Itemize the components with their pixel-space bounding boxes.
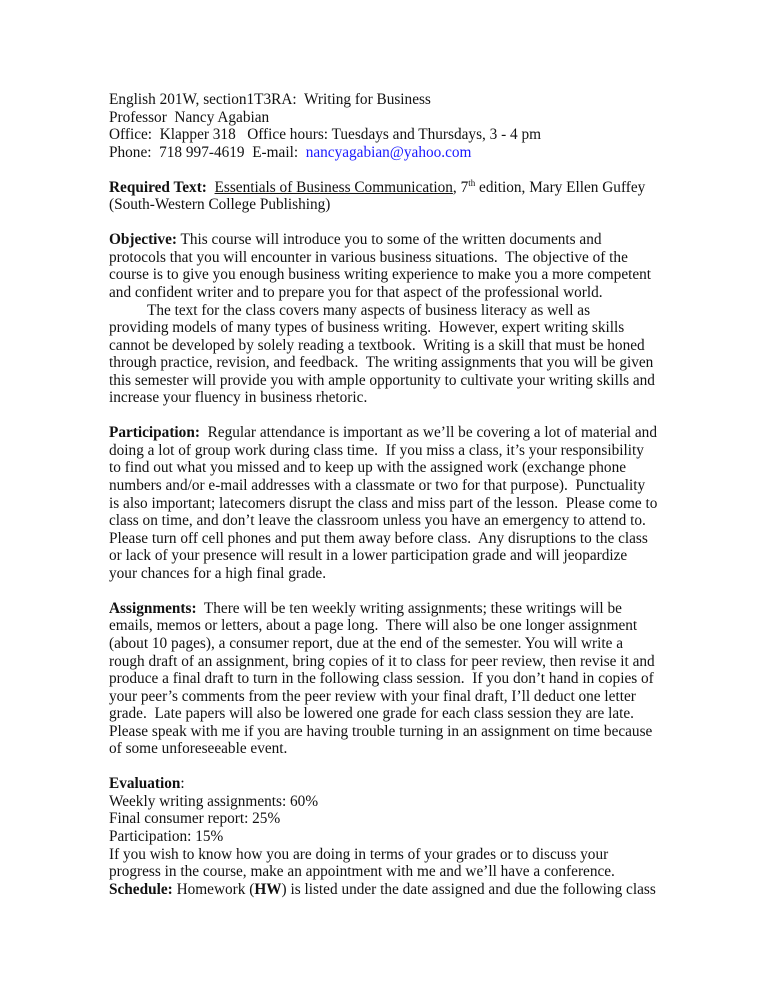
paragraph-line: Please turn off cell phones and put them away before class. Any disruptions to the class [109,529,648,547]
participation-label: Participation: [109,424,200,442]
email-link[interactable]: nancyagabian@yahoo.com [305,143,472,161]
schedule-section [109,881,749,899]
paragraph-line: If you wish to know how you are doing in terms of your grades or to discuss your [109,845,609,863]
paragraph-line: produce a final draft to turn in the following class session. If you don’t hand in copies of [109,670,654,688]
edition-author: edition, Mary Ellen Guffey [475,178,646,196]
publisher: (South-Western College Publishing) [109,196,331,214]
paragraph-line: Please speak with me if you are having trouble turning in an assignment on time because [109,722,653,740]
participation-section [109,424,749,582]
paragraph-line: doing a lot of group work during class time. If you miss a class, it’s your responsibility [109,441,644,459]
evaluation-section [109,775,749,880]
paragraph-line: Regular attendance is important as we’ll be covering a lot of material and [199,424,657,442]
paragraph-line: grade. Late papers will also be lowered one grade for each class session they are late. [109,705,634,723]
schedule-label: Schedule: [109,880,173,898]
schedule-text: ) is listed under the date assigned and due the following class [281,880,656,898]
edition-suffix: th [468,177,476,188]
required-label: Required Text: [109,178,207,196]
paragraph-line: and confident writer and to prepare you for that aspect of the professional world. [109,284,603,302]
contact-info [109,144,749,162]
book-title: Essentials of Business Communication [214,178,453,196]
paragraph-line: progress in the course, make an appointment with me and we’ll have a conference. [109,863,615,881]
paragraph-line: emails, memos or letters, about a page long. There will also be one longer assignment [109,617,638,635]
objective-label: Objective: [109,231,177,249]
paragraph-line: The text for the class covers many aspects of business literacy as well as [147,301,591,319]
paragraph-line: or lack of your presence will result in a lower participation grade and will jeopardize [109,547,628,565]
colon: : [180,775,185,793]
paragraph-line: your peer’s comments from the peer review with your final draft, I’ll deduct one letter [109,687,636,705]
paragraph-line: (about 10 pages), a consumer report, due at the end of the semester. You will write a [109,634,624,652]
schedule-text: Homework ( [172,880,255,898]
paragraph-line: course is to give you enough business writing experience to make you a more competent [109,266,652,284]
paragraph-line: rough draft of an assignment, bring copies of it to class for peer review, then revise it and [109,652,655,670]
assignments-label: Assignments: [109,599,197,617]
course-header [109,91,749,161]
paragraph-line: this semester will provide you with ample opportunity to cultivate your writing skills and [109,371,655,389]
office-info: Office: Klapper 318 Office hours: Tuesdays and Thursdays, 3 - 4 pm [109,126,542,144]
objective-section [109,231,749,406]
course-title: English 201W, section1T3RA: Writing for Business [109,91,431,108]
paragraph-line: This course will introduce you to some of the written documents and [176,231,602,249]
assignments-section [109,600,749,758]
paragraph-line: your chances for a high final grade. [109,564,327,582]
paragraph-line: to find out what you missed and to keep up with the assigned work (exchange phone [109,459,627,477]
phone-text: Phone: 718 997-4619 E-mail: [109,143,306,161]
paragraph-line: numbers and/or e-mail addresses with a classmate or two for that purpose). Punctuality [109,477,646,495]
paragraph-line: of some unforeseeable event. [109,740,288,758]
paragraph-line: is also important; latecomers disrupt the class and miss part of the lesson. Please come to [109,494,658,512]
paragraph-line: class on time, and don’t leave the classroom unless you have an emergency to attend to. [109,512,646,530]
professor-name: Professor Nancy Agabian [109,108,270,126]
syllabus-page [109,91,749,898]
grade-weight-participation: Participation: 15% [109,827,224,845]
homework-abbrev: HW [254,880,282,898]
paragraph-line: protocols that you will encounter in various business situations. The objective of the [109,248,628,266]
edition-number: , 7 [452,178,469,196]
paragraph-line: cannot be developed by solely reading a textbook. Writing is a skill that must be honed [109,336,645,354]
grade-weight-final: Final consumer report: 25% [109,810,281,828]
paragraph-line: increase your fluency in business rhetoric. [109,389,368,407]
spacer [207,179,215,196]
paragraph-line: There will be ten weekly writing assignments; these writings will be [196,599,622,617]
paragraph-line: providing models of many types of business writing. However, expert writing skills [109,319,625,337]
grade-weight-weekly: Weekly writing assignments: 60% [109,792,319,810]
paragraph-line: through practice, revision, and feedback. The writing assignments that you will be given [109,354,654,372]
required-text-section [109,179,749,214]
evaluation-label: Evaluation [109,775,181,793]
